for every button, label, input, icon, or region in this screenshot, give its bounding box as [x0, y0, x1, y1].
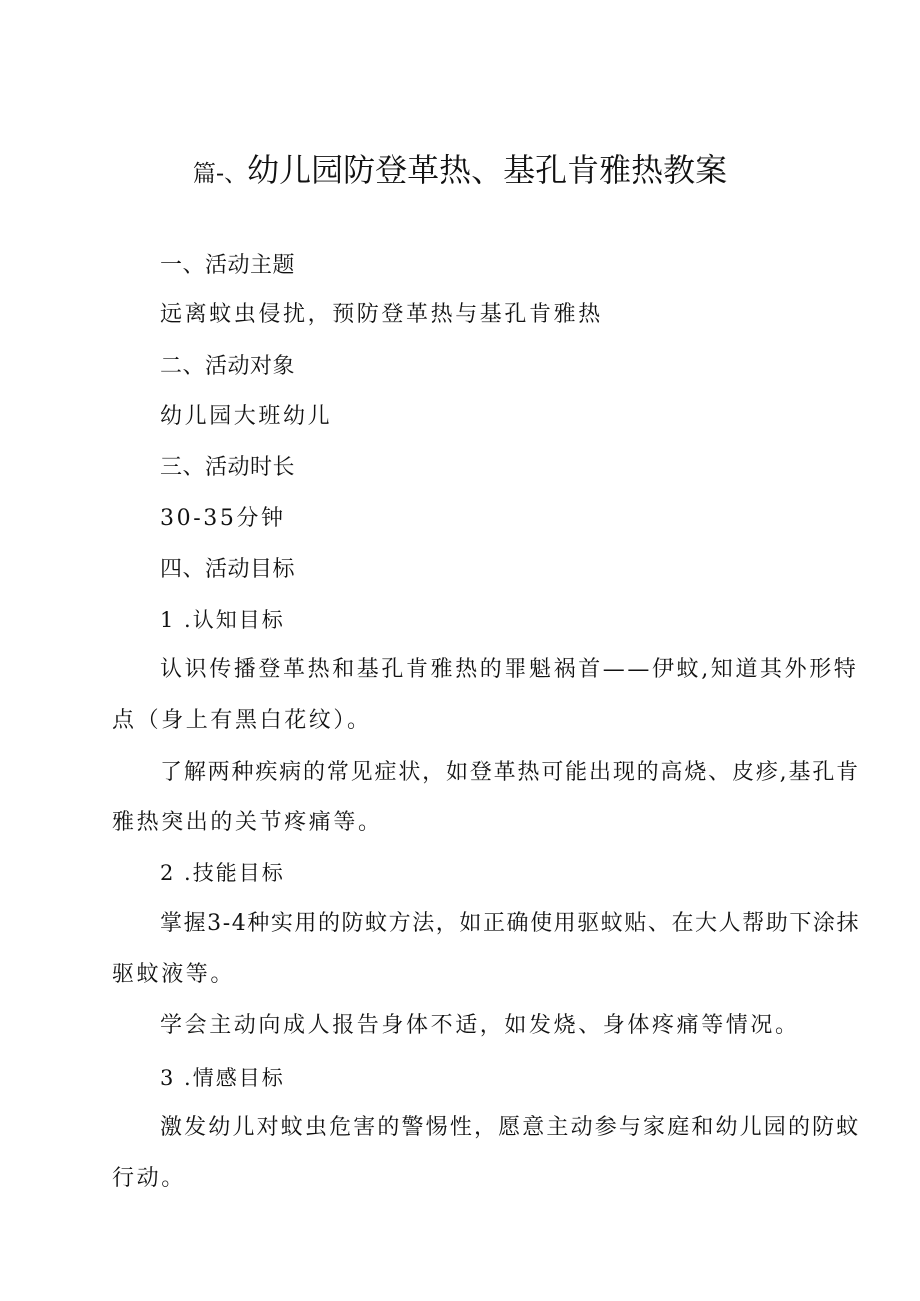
goal-skill-para1-line2: 驱蚊液等。: [112, 962, 236, 987]
section-heading-duration: 三、活动时长: [160, 455, 296, 480]
goal-skill-para2-line1: 学会主动向成人报告身体不适，如发烧、身体疼痛等情况。: [160, 1013, 800, 1038]
section-content-duration: 30-35分钟: [160, 506, 286, 531]
goal-label-emotion: 3 .情感目标: [160, 1066, 285, 1090]
goal-label-cognitive: 1 .认知目标: [160, 608, 285, 632]
goal-cognitive-para2-line1: 了解两种疾病的常见症状，如登革热可能出现的高烧、皮疹,基孔肯: [160, 760, 860, 785]
goal-emotion-para1-line2: 行动。: [112, 1166, 186, 1191]
goal-skill-para1-line1: 掌握3-4种实用的防蚊方法，如正确使用驱蚊贴、在大人帮助下涂抹: [160, 911, 861, 936]
document-title: [0, 148, 920, 196]
goal-cognitive-para2-line2: 雅热突出的关节疼痛等。: [112, 810, 383, 835]
section-heading-audience: 二、活动对象: [160, 354, 296, 379]
section-heading-theme: 一、活动主题: [160, 253, 296, 278]
goal-cognitive-para1-line1: 认识传播登革热和基孔肯雅热的罪魁祸首——伊蚊,知道其外形特: [160, 657, 859, 682]
section-content-audience: 幼儿园大班幼儿: [160, 404, 333, 429]
goal-label-skill: 2 .技能目标: [160, 861, 285, 885]
title-prefix: 篇-、: [192, 161, 248, 187]
goal-cognitive-para1-line2: 点（身上有黑白花纹）。: [112, 708, 372, 733]
section-heading-goals: 四、活动目标: [160, 557, 296, 582]
section-content-theme: 远离蚊虫侵扰，预防登革热与基孔肯雅热: [160, 302, 603, 327]
title-text: 幼儿园防登革热、基孔肯雅热教案: [247, 151, 728, 189]
goal-emotion-para1-line1: 激发幼儿对蚊虫危害的警惕性，愿意主动参与家庭和幼儿园的防蚊: [160, 1115, 861, 1140]
